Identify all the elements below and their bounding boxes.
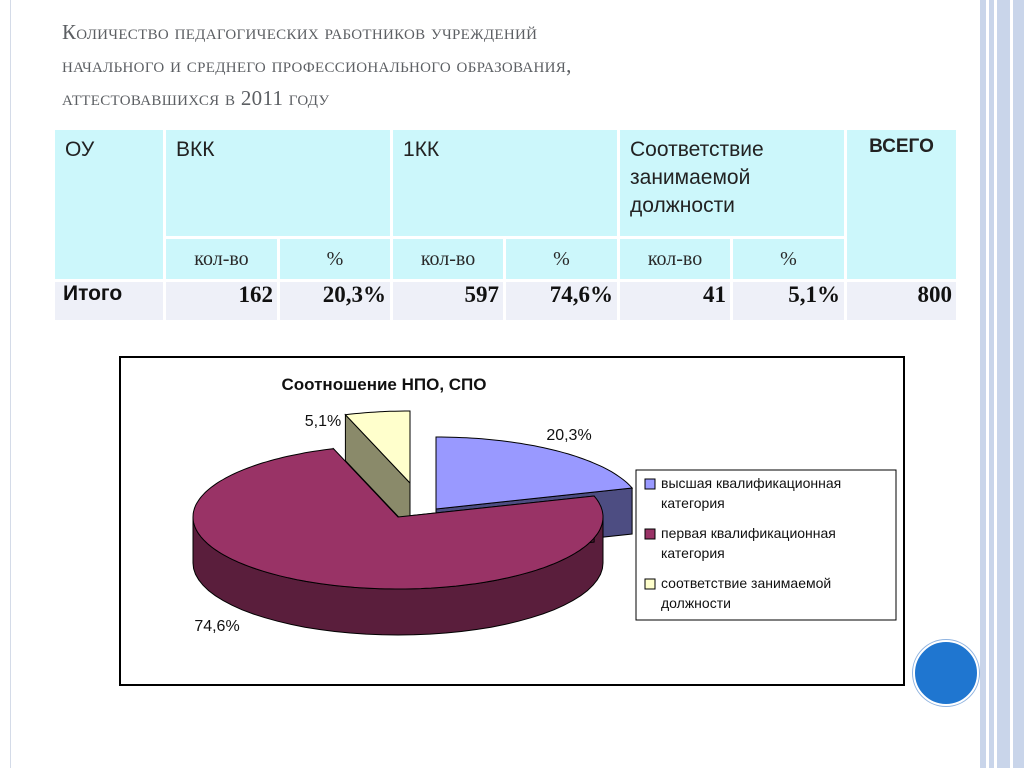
header-total: ВСЕГО bbox=[846, 129, 958, 281]
legend-swatch-2 bbox=[645, 529, 655, 539]
legend-label-3-1: соответствие занимаемой bbox=[661, 575, 832, 591]
attestation-table bbox=[52, 127, 959, 323]
sootv-count: 41 bbox=[619, 281, 732, 322]
pie-data-label-2: 74,6% bbox=[194, 618, 240, 635]
1kk-count: 597 bbox=[392, 281, 505, 322]
title-line-2: начального и среднего профессионального образования, bbox=[62, 53, 572, 77]
legend-label-2-1: первая квалификационная bbox=[661, 525, 836, 541]
header-1kk: 1КК bbox=[392, 129, 619, 238]
pie-chart bbox=[119, 356, 905, 686]
table-row bbox=[54, 281, 958, 322]
header-sootvetstvie: Соответствие занимаемой должности bbox=[619, 129, 846, 238]
total-count: 800 bbox=[846, 281, 958, 322]
chart-title: Соотношение НПО, СПО bbox=[281, 375, 487, 394]
legend-swatch-3 bbox=[645, 579, 655, 589]
pie-data-label-1: 20,3% bbox=[546, 427, 592, 444]
subheader-vkk-pct: % bbox=[279, 238, 392, 281]
right-decorative-band bbox=[980, 0, 1024, 768]
title-line-1: Количество педагогических работников учреждений bbox=[62, 20, 538, 44]
header-vkk: ВКК bbox=[165, 129, 392, 238]
legend-label-3-2: должности bbox=[661, 595, 731, 611]
1kk-pct: 74,6% bbox=[505, 281, 619, 322]
legend-label-1-1: высшая квалификационная bbox=[661, 475, 842, 491]
header-ou: ОУ bbox=[54, 129, 165, 281]
sootv-pct: 5,1% bbox=[732, 281, 846, 322]
title-line-3: аттестовавшихся в 2011 году bbox=[62, 86, 330, 110]
legend-label-1-2: категория bbox=[661, 495, 725, 511]
subheader-1kk-count: кол-во bbox=[392, 238, 505, 281]
legend-label-2-2: категория bbox=[661, 545, 725, 561]
vkk-pct: 20,3% bbox=[279, 281, 392, 322]
left-divider-line bbox=[10, 0, 11, 768]
subheader-sootv-pct: % bbox=[732, 238, 846, 281]
vkk-count: 162 bbox=[165, 281, 279, 322]
chart-legend bbox=[636, 470, 896, 620]
blue-circle-button[interactable] bbox=[913, 640, 979, 706]
subheader-vkk-count: кол-во bbox=[165, 238, 279, 281]
legend-swatch-1 bbox=[645, 479, 655, 489]
pie-chart-canvas bbox=[121, 358, 903, 684]
subheader-1kk-pct: % bbox=[505, 238, 619, 281]
slide-title bbox=[62, 16, 942, 115]
subheader-sootv-count: кол-во bbox=[619, 238, 732, 281]
pie-data-label-3: 5,1% bbox=[304, 413, 342, 430]
row-label: Итого bbox=[54, 281, 165, 322]
